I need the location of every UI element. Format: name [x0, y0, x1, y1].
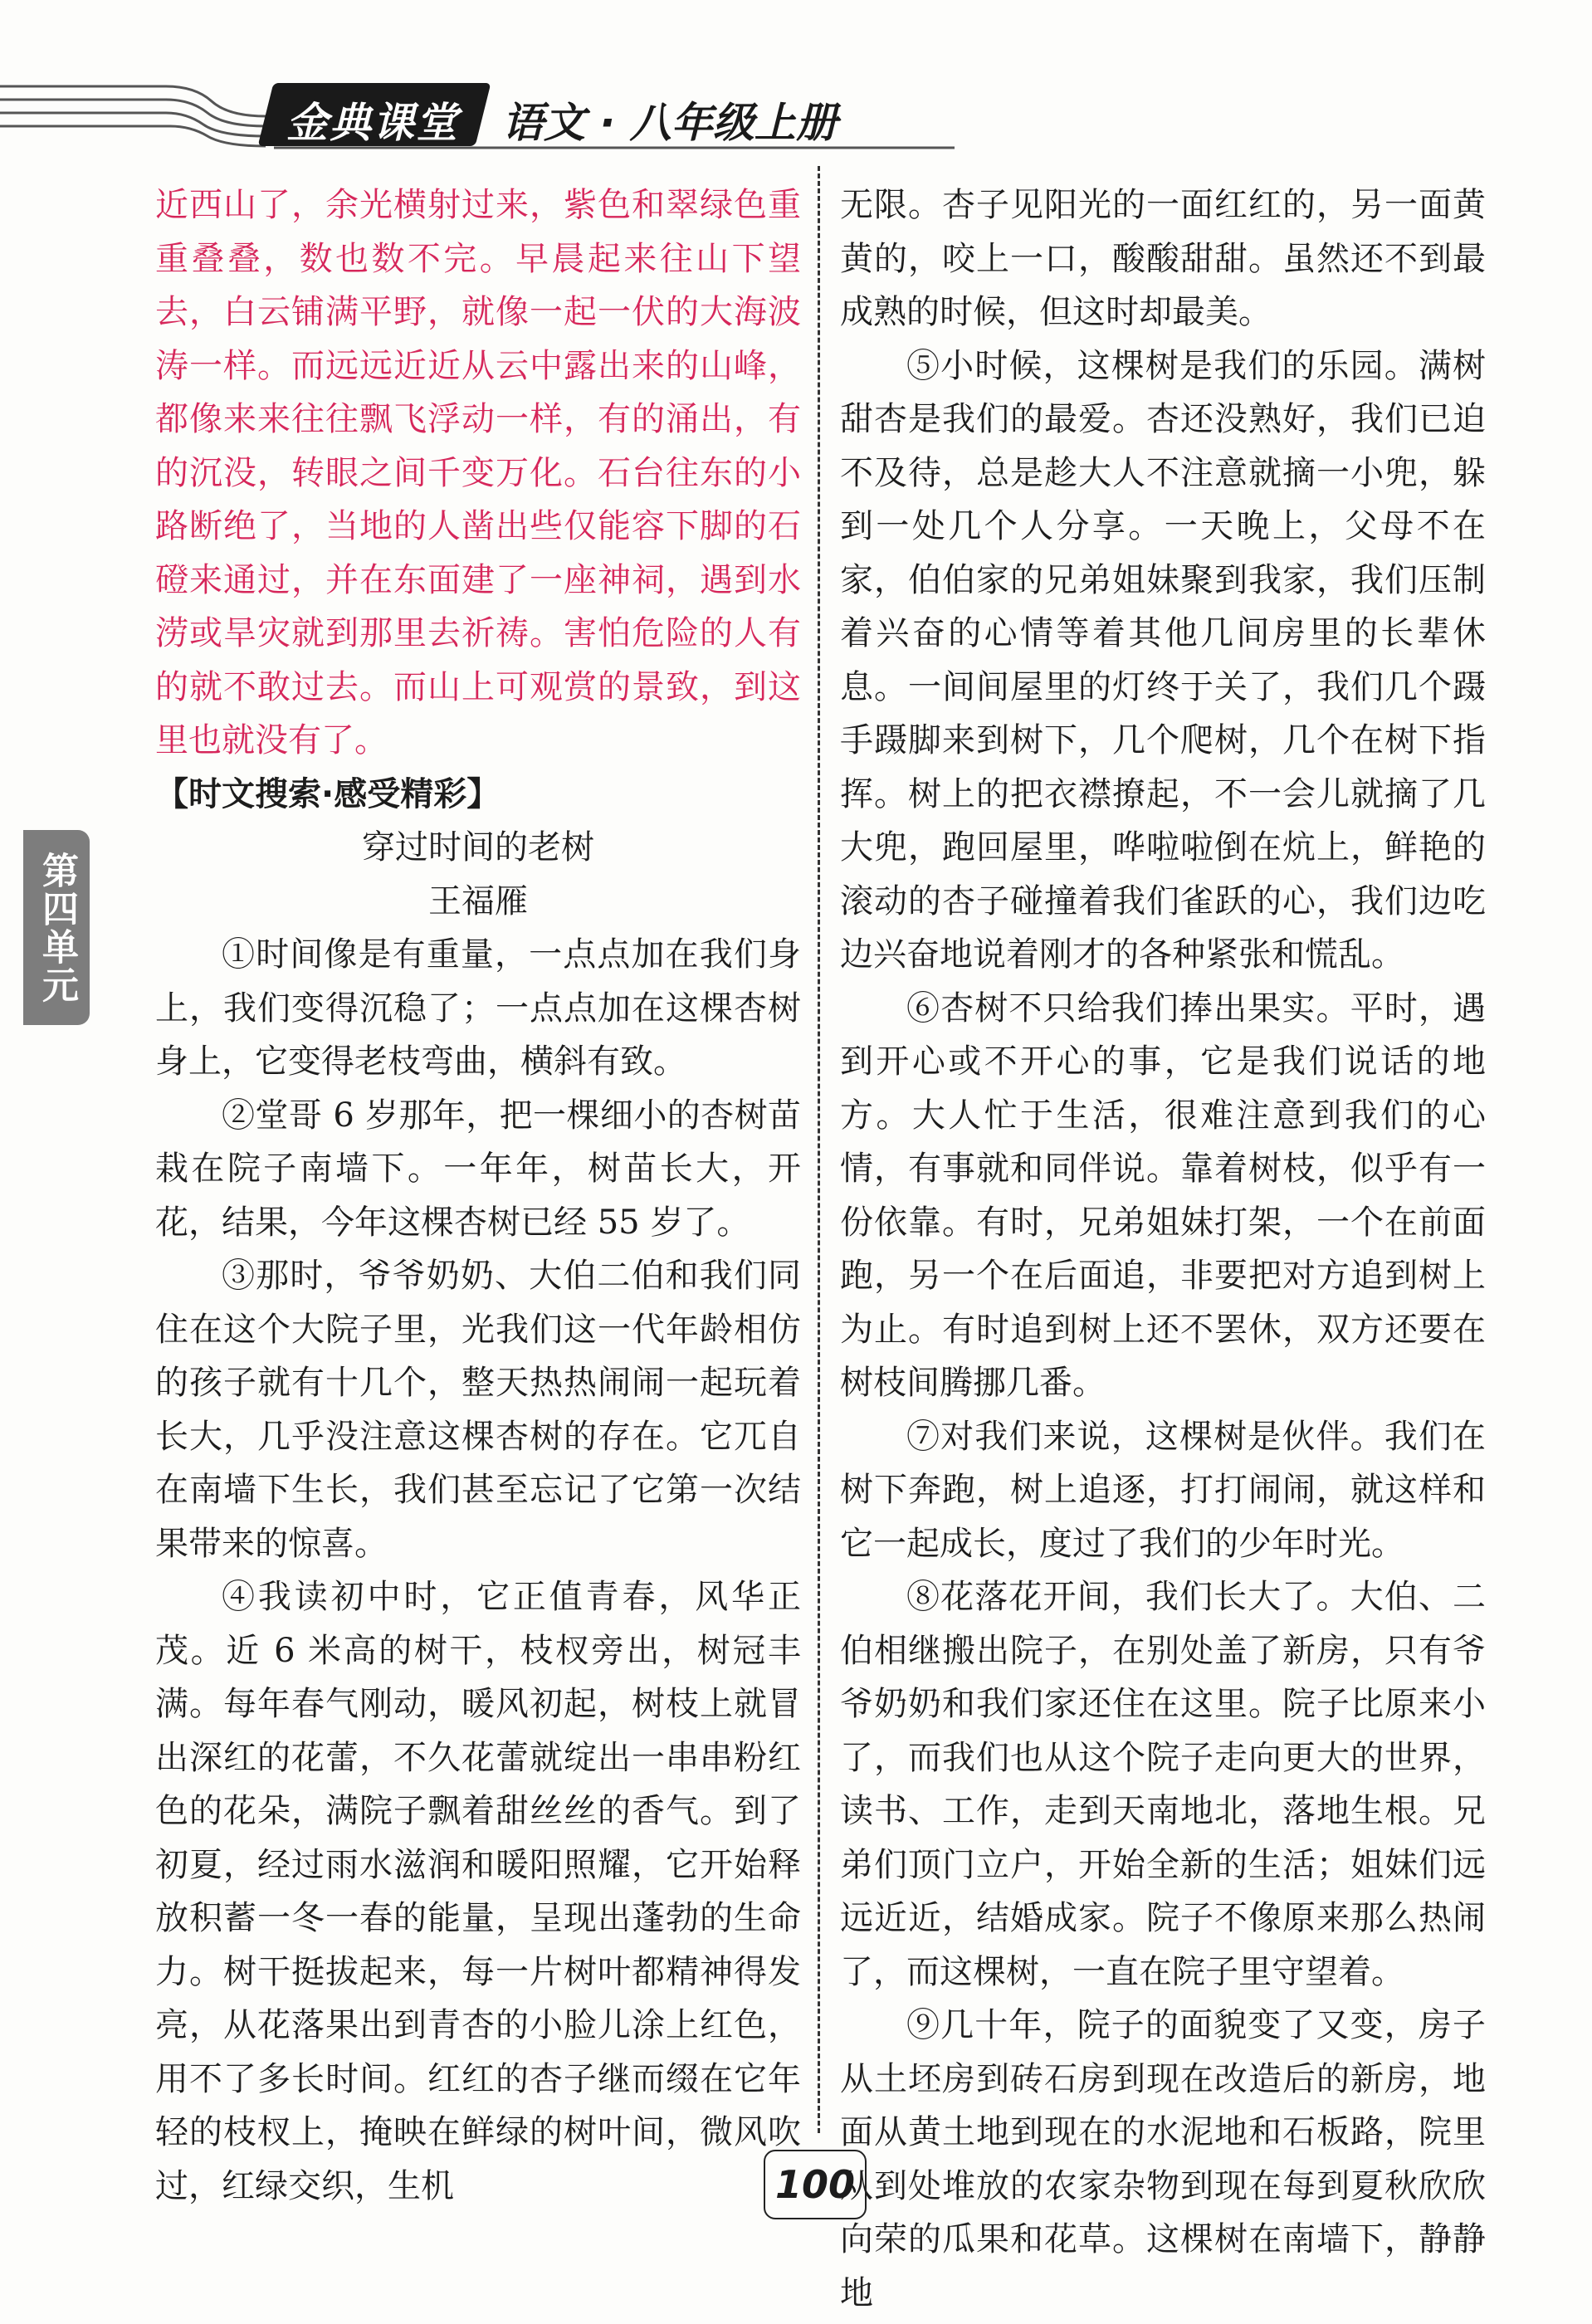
brand-name: 金典课堂 — [286, 99, 459, 147]
left-column — [155, 178, 801, 2213]
paragraph-7: ⑦对我们来说，这棵树是伙伴。我们在树下奔跑，树上追逐，打打闹闹，就这样和它一起成长，度过了我们的少年时光。 — [840, 1417, 1486, 1563]
article-title: 穿过时间的老树 — [362, 828, 594, 867]
article-author: 王福雁 — [428, 881, 528, 920]
subject-title: 语文 · 八年级上册 — [502, 99, 838, 147]
paragraph-4-continued: 无限。杏子见阳光的一面红红的，另一面黄黄的，咬上一口，酸酸甜甜。虽然还不到最成熟的时候，但这时却最美。 — [840, 186, 1486, 331]
unit-side-tab — [23, 830, 90, 1025]
paragraph-1: ①时间像是有重量，一点点加在我们身上，我们变得沉稳了；一点点加在这棵杏树身上，它变得老枝弯曲，横斜有致。 — [155, 935, 801, 1081]
section-tag: 【时文搜索·感受精彩】 — [155, 774, 501, 813]
paragraph-4: ④我读初中时，它正值青春，风华正茂。近 6 米高的树干，枝杈旁出，树冠丰满。每年春气刚动，暖风初起，树枝上就冒出深红的花蕾，不久花蕾就绽出一串串粉红色的花朵，满院子飘着甜丝丝的香气。到了初夏，经过雨水滋润和暖阳照耀，它开始释放积蓄一冬一春的能量，呈现出蓬勃的生命力。树干挺拔起来，每一片树叶都精神得发亮，从花落果出到青杏的小脸儿涂上红色，用不了多长时间。红红的杏子继而缀在它年轻的枝杈上，掩映在鲜绿的树叶间，微风吹过，红绿交织，生机 — [155, 1578, 801, 2205]
column-divider — [818, 166, 820, 2133]
page-header — [0, 50, 1592, 174]
unit-label: 第四单元 — [36, 851, 78, 1004]
paragraph-9: ⑨几十年，院子的面貌变了又变，房子从土坯房到砖石房到现在改造后的新房，地面从黄土地到现在的水泥地和石板路，院里从到处堆放的农家杂物到现在每到夏秋欣欣向荣的瓜果和花草。这棵树在南墙下，静静地 — [840, 2006, 1486, 2312]
paragraph-2: ②堂哥 6 岁那年，把一棵细小的杏树苗栽在院子南墙下。一年年，树苗长大，开花，结果，今年这棵杏树已经 55 岁了。 — [155, 1096, 801, 1242]
right-column — [840, 178, 1486, 2320]
page-number: 100 — [764, 2150, 867, 2219]
paragraph-3: ③那时，爷爷奶奶、大伯二伯和我们同住在这个大院子里，光我们这一代年龄相仿的孩子就有十几个，整天热热闹闹一起玩着长大，几乎没注意这棵杏树的存在。它兀自在南墙下生长，我们甚至忘记了它第一次结果带来的惊喜。 — [155, 1257, 801, 1563]
paragraph-6: ⑥杏树不只给我们捧出果实。平时，遇到开心或不开心的事，它是我们说话的地方。大人忙于生活，很难注意到我们的心情，有事就和同伴说。靠着树枝，似乎有一份依靠。有时，兄弟姐妹打架，一个在前面跑，另一个在后面追，非要把对方追到树上为止。有时追到树上还不罢休，双方还要在树枝间腾挪几番。 — [840, 989, 1486, 1402]
paragraph-5: ⑤小时候，这棵树是我们的乐园。满树甜杏是我们的最爱。杏还没熟好，我们已迫不及待，总是趁大人不注意就摘一小兜，躲到一处几个人分享。一天晚上，父母不在家，伯伯家的兄弟姐妹聚到我家，我们压制着兴奋的心情等着其他几间房里的长辈休息。一间间屋里的灯终于关了，我们几个蹑手蹑脚来到树下，几个爬树，几个在树下指挥。树上的把衣襟撩起，不一会儿就摘了几大兜，跑回屋里，哗啦啦倒在炕上，鲜艳的滚动的杏子碰撞着我们雀跃的心，我们边吃边兴奋地说着刚才的各种紧张和慌乱。 — [840, 346, 1486, 974]
translation-passage: 近西山了，余光横射过来，紫色和翠绿色重重叠叠，数也数不完。早晨起来往山下望去，白云铺满平野，就像一起一伏的大海波涛一样。而远远近近从云中露出来的山峰，都像来来往往飘飞浮动一样，有的涌出，有的沉没，转眼之间千变万化。石台往东的小路断绝了，当地的人凿出些仅能容下脚的石磴来通过，并在东面建了一座神祠，遇到水涝或旱灾就到那里去祈祷。害怕危险的人有的就不敢过去。而山上可观赏的景致，到这里也就没有了。 — [155, 186, 801, 759]
paragraph-8: ⑧花落花开间，我们长大了。大伯、二伯相继搬出院子，在别处盖了新房，只有爷爷奶奶和我们家还住在这里。院子比原来小了，而我们也从这个院子走向更大的世界，读书、工作，走到天南地北，落地生根。兄弟们顶门立户，开始全新的生活；姐妹们远远近近，结婚成家。院子不像原来那么热闹了，而这棵树，一直在院子里守望着。 — [840, 1578, 1486, 1991]
